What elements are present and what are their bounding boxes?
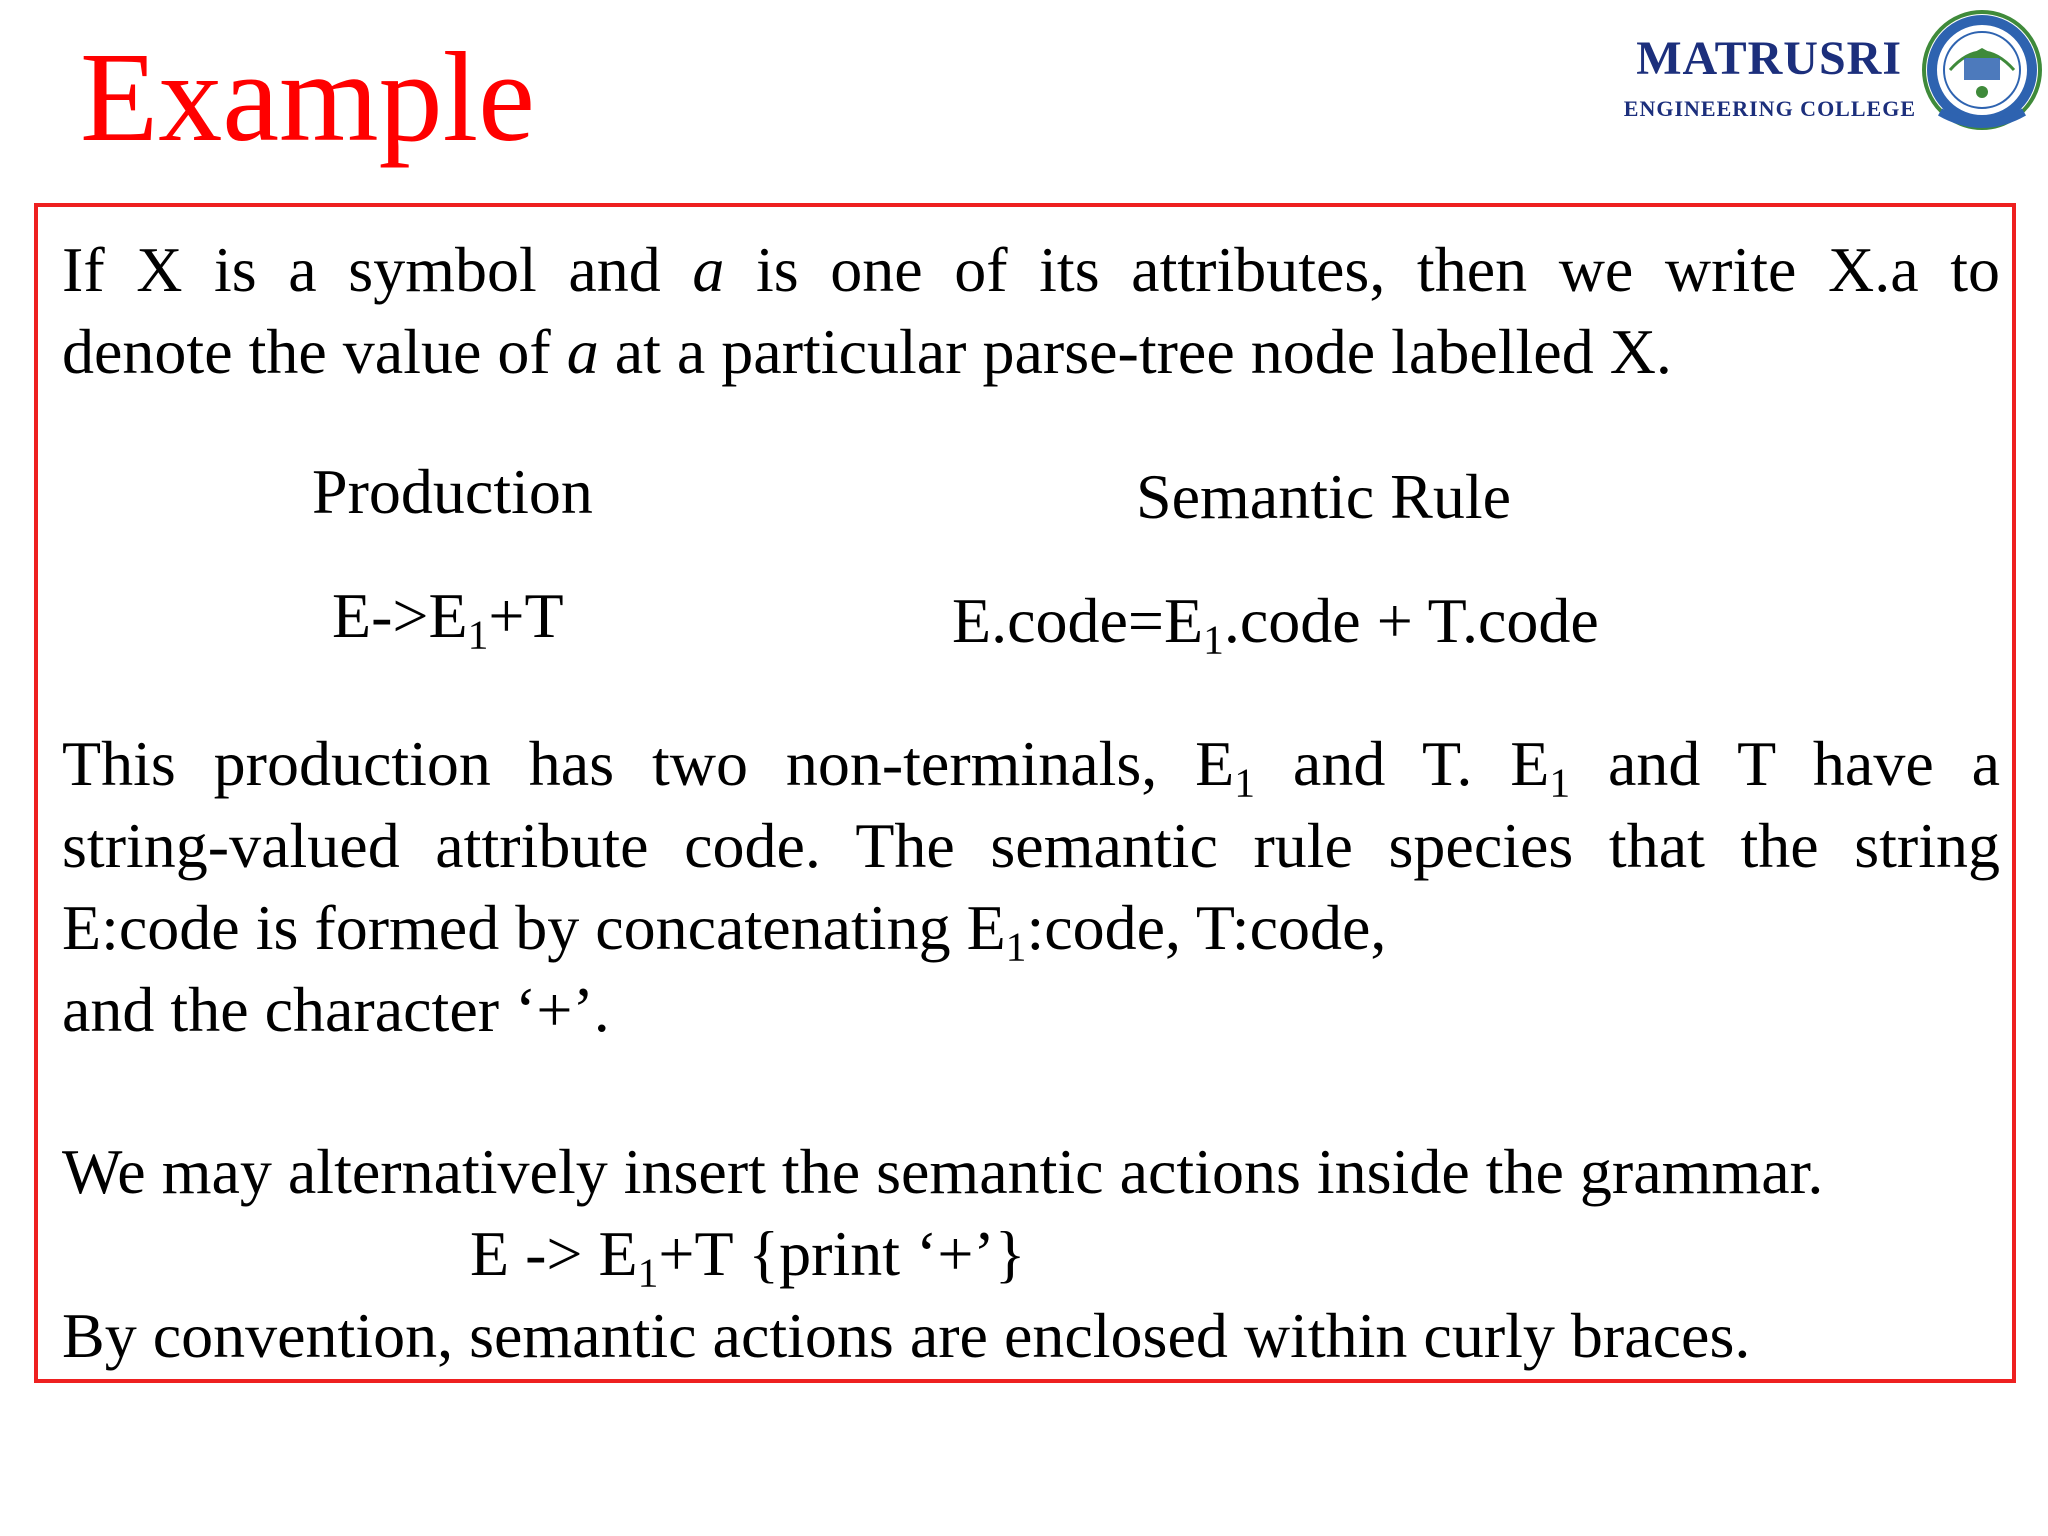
slide-title: Example [80,26,535,168]
intro-line-2: denote the value of a at a particular parse-tree node labelled X. [62,316,1672,387]
alternative-example: $E -> E_1+T$ {print ‘+’} [470,1218,1026,1296]
convention-line: By convention, semantic actions are enclosed within curly braces. [62,1300,1751,1371]
description-line-4: and the character ‘+’. [62,974,610,1045]
college-logo [1590,4,2045,144]
logo-subtitle: ENGINEERING COLLEGE [1623,96,1916,121]
college-seal-icon [1920,4,2044,140]
intro-line-1: If X is a symbol and a is one of its attributes, then we write X.a to [62,234,2001,305]
description-line-1: This production has two non-terminals, $E_1$ and T. $E_1$ and T have a [62,728,2001,806]
logo-name: MATRUSRI [1636,32,1902,85]
description-line-2: string-valued attribute code. The semantic rule species that the string [62,810,2000,881]
production-expression: $E->E_1+T$ [332,580,564,658]
alternative-line: We may alternatively insert the semantic actions inside the grammar. [62,1136,1824,1207]
description-line-3: E:code is formed by concatenating $E_1:code$, T:code, [62,892,1387,970]
semantic-rule-header: Semantic Rule [1136,461,1512,532]
intro-paragraph [62,229,2000,393]
semantic-rule-expression: $E.code=E_1.code$ + T.code [952,585,1599,663]
content-box [34,203,2016,1383]
description-paragraph [62,723,2000,1051]
production-header: Production [312,456,593,527]
